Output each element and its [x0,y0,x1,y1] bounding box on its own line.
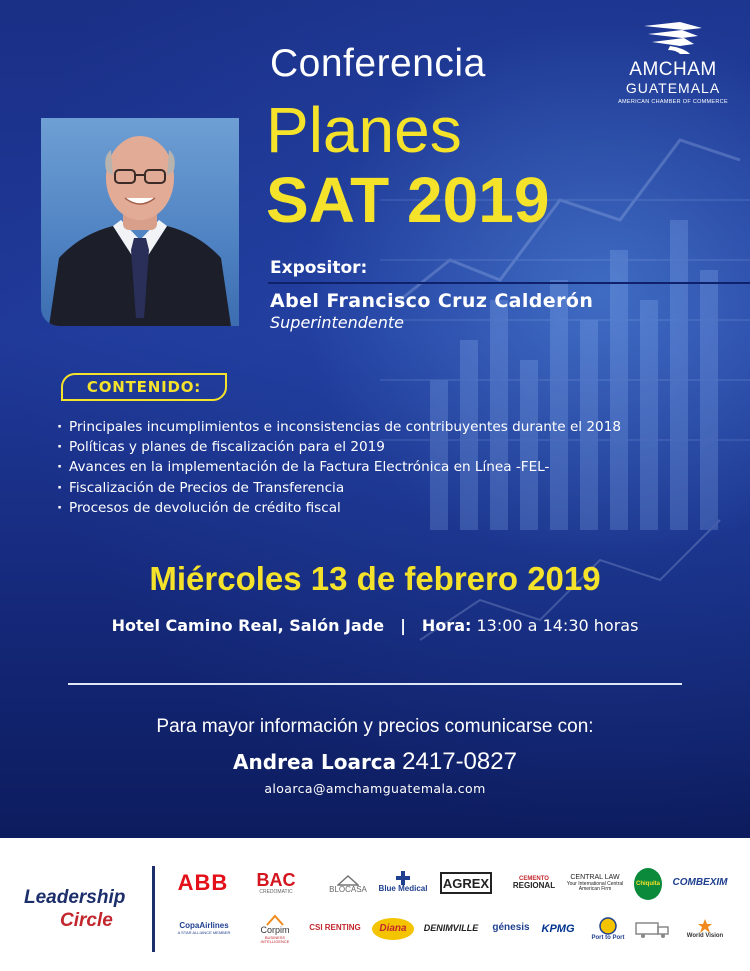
truck-icon [635,919,671,939]
event-title-line1: Planes [266,94,462,166]
sponsor-blue-medical: Blue Medical [378,866,428,898]
speaker-name: Abel Francisco Cruz Calderón [270,290,594,312]
amcham-logo [618,18,728,105]
star-icon [698,919,712,933]
sponsor-denimville: DENIMVILLE [423,922,479,933]
sponsor-agrex: AGREX [440,872,492,894]
sponsor-chiquita: Chiquita [634,868,662,900]
speaker-divider [268,282,750,284]
list-item: · Procesos de devolución de crédito fiscal [55,498,621,518]
sponsor-copa-airlines: CopaAirlines A STAR ALLIANCE MEMBER [177,920,231,935]
contact-line [0,748,750,776]
contact-name: Andrea Loarca [233,750,397,774]
event-title-line2: SAT 2019 [266,164,550,236]
sponsor-genesis: génesis [492,922,530,933]
info-text: Para mayor información y precios comunicarse con: [156,716,594,737]
leadership-circle-title [24,886,125,932]
sponsor-footer [0,838,750,971]
eagle-icon [640,18,706,58]
sponsor-world-vision: World Vision [680,916,730,942]
sponsor-central-law: CENTRAL LAW Your International Central American Firm [566,874,624,892]
sponsor-abb: ABB [177,870,229,895]
cross-icon [396,871,410,885]
time-label: Hora: [421,616,472,635]
sponsor-combexim: COMBEXIM [672,877,728,888]
logo-line3: AMERICAN CHAMBER OF COMMERCE [618,99,728,105]
sponsor-blocasa: BLOCASA [326,870,370,898]
logo-line2: GUATEMALA [625,80,721,96]
venue-separator: | [400,616,406,635]
speaker-label: Expositor: [270,258,368,278]
contact-phone[interactable]: 2417-0827 [402,748,517,775]
logo-line1: AMCHAM [629,59,717,80]
time-value: 13:00 a 14:30 horas [476,616,639,635]
sponsor-csi-renting: CSI RENTING [309,923,361,932]
globe-icon [599,917,617,935]
list-item: · Principales incumplimientos e inconsistencias de contribuyentes durante el 2018 [55,417,621,437]
event-kicker: Conferencia [270,42,486,85]
sponsor-cemento-regional: CEMENTO REGIONAL [512,876,556,890]
contact-email[interactable]: aloarca@amchamguatemala.com [264,781,486,796]
speaker-photo [41,118,239,326]
content-list [55,417,621,518]
sponsor-transportes-logo [632,916,674,942]
venue-name: Hotel Camino Real, Salón Jade [111,616,385,635]
sponsor-corpim: Corpim BUSINESS INTELLIGENCE [250,912,300,946]
list-item: · Fiscalización de Precios de Transferencia [55,478,621,498]
footer-divider [152,866,155,952]
speaker-role: Superintendente [270,313,404,332]
sponsor-bac: BAC CREDOMATIC [256,870,296,895]
sponsor-kpmg: KPMG [541,922,575,935]
event-date: Miércoles 13 de febrero 2019 [149,560,601,597]
list-item: · Políticas y planes de fiscalización para el 2019 [55,437,621,457]
content-badge-label: CONTENIDO: [86,378,202,396]
list-item: · Avances en la implementación de la Factura Electrónica en Línea -FEL- [55,457,621,477]
content-badge [61,373,227,401]
section-divider [68,683,682,685]
circle-label: Circle [60,910,113,931]
leadership-label: Leadership [24,887,126,908]
sponsor-diana: Diana [372,918,414,940]
sponsor-port-to-port: Port to Port [588,912,628,946]
event-venue-time [0,616,750,635]
